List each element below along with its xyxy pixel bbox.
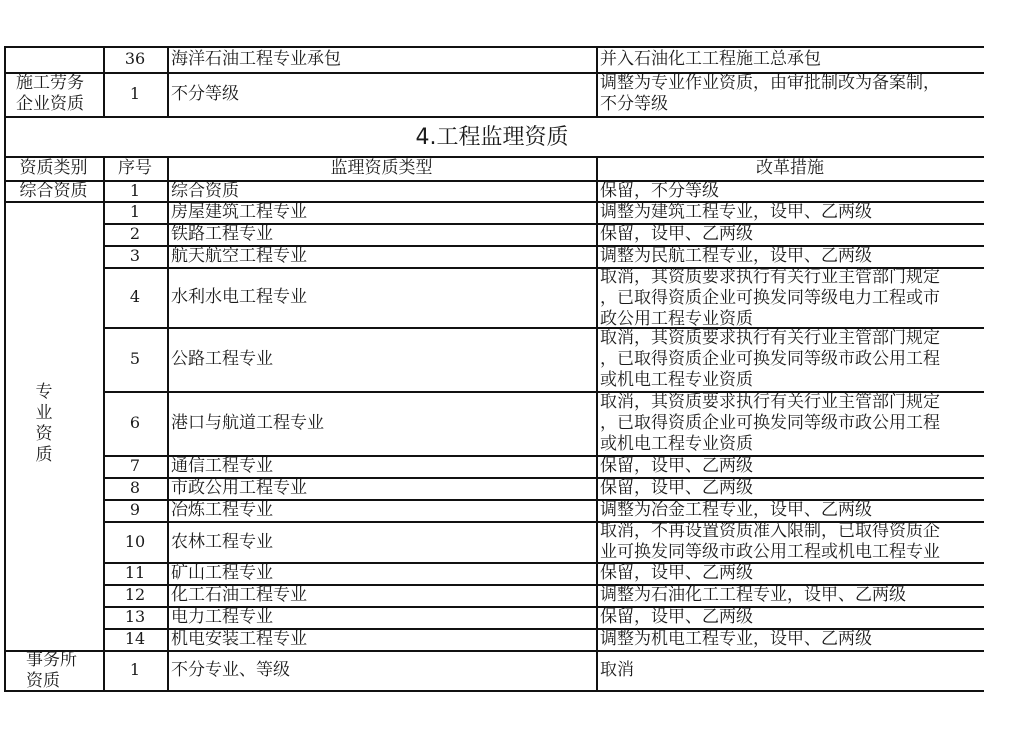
row-divider xyxy=(4,46,984,48)
row-number: 9 xyxy=(129,500,141,519)
reform-measure-line: 取消，其资质要求执行有关行业主管部门规定 xyxy=(600,327,940,348)
reform-measure: 保留，设甲、乙两级 xyxy=(600,607,753,627)
reform-measure: 保留，设甲、乙两级 xyxy=(600,563,753,583)
category-label-line: 事务所 xyxy=(26,650,77,670)
qualification-type: 综合资质 xyxy=(171,181,239,201)
qualification-type: 水利水电工程专业 xyxy=(171,287,307,307)
reform-measure: 保留，设甲、乙两级 xyxy=(600,478,753,498)
reform-measure-line: 取消，不再设置资质准入限制，已取得资质企 xyxy=(600,521,940,541)
row-number: 14 xyxy=(124,629,146,648)
row-divider xyxy=(4,116,984,118)
qualification-type: 房屋建筑工程专业 xyxy=(171,202,307,222)
category-label-line: 资质 xyxy=(26,671,60,691)
row-number: 1 xyxy=(129,181,141,200)
row-number: 2 xyxy=(129,224,141,243)
row-divider xyxy=(4,690,984,692)
section-title: 4.工程监理资质 xyxy=(415,125,569,150)
qualification-type: 铁路工程专业 xyxy=(171,224,273,244)
category-label-line: 施工劳务 xyxy=(16,73,84,93)
row-number: 7 xyxy=(129,456,141,475)
column-divider xyxy=(167,156,169,690)
reform-measure-line: 并入石油化工工程施工总承包 xyxy=(600,48,821,69)
qualification-type: 航天航空工程专业 xyxy=(171,246,307,266)
reform-measure-line: 或机电工程专业资质 xyxy=(600,369,753,390)
qualification-type: 农林工程专业 xyxy=(171,531,273,552)
reform-measure-line: 取消，其资质要求执行有关行业主管部门规定 xyxy=(600,267,940,287)
category-label: 专业资质 xyxy=(35,381,53,465)
column-divider xyxy=(4,46,6,116)
row-number: 1 xyxy=(129,84,141,103)
column-divider xyxy=(4,156,6,690)
row-number: 36 xyxy=(124,49,146,68)
row-divider xyxy=(4,650,984,652)
row-number: 8 xyxy=(129,478,141,497)
qualification-type: 冶炼工程专业 xyxy=(171,500,273,520)
row-number: 6 xyxy=(129,413,141,432)
header-number: 序号 xyxy=(118,158,152,178)
reform-measure: 保留，不分等级 xyxy=(600,181,719,201)
qualification-type: 通信工程专业 xyxy=(171,456,273,476)
qualification-type: 市政公用工程专业 xyxy=(171,478,307,498)
row-number: 1 xyxy=(129,660,141,679)
qualification-type: 港口与航道工程专业 xyxy=(171,413,324,433)
column-divider xyxy=(596,156,598,690)
column-divider xyxy=(167,46,169,116)
column-divider xyxy=(596,46,598,116)
qualification-type: 机电安装工程专业 xyxy=(171,629,307,649)
qualification-type: 不分专业、等级 xyxy=(171,660,290,680)
reform-measure: 调整为民航工程专业，设甲、乙两级 xyxy=(600,246,872,266)
row-number: 10 xyxy=(124,531,146,551)
row-number: 1 xyxy=(129,202,141,221)
qualification-type: 不分等级 xyxy=(171,84,239,104)
reform-measure: 调整为石油化工工程专业，设甲、乙两级 xyxy=(600,585,906,605)
qualification-type: 矿山工程专业 xyxy=(171,563,273,583)
reform-measure: 保留，设甲、乙两级 xyxy=(600,224,753,244)
category-label-line: 企业资质 xyxy=(16,94,84,114)
row-number: 12 xyxy=(124,585,146,604)
reform-measure-line: ，已取得资质企业可换发同等级市政公用工程 xyxy=(600,412,940,433)
header-type: 监理资质类型 xyxy=(330,158,433,178)
row-number: 5 xyxy=(129,349,141,368)
row-number: 11 xyxy=(124,563,146,582)
reform-measure: 保留，设甲、乙两级 xyxy=(600,456,753,476)
header-category: 资质类别 xyxy=(19,158,88,178)
reform-measure-line: 政公用工程专业资质 xyxy=(600,309,753,329)
reform-measure-line: 不分等级 xyxy=(600,94,668,114)
reform-measure-line: 业可换发同等级市政公用工程或机电工程专业 xyxy=(600,542,940,562)
qualification-type: 海洋石油工程专业承包 xyxy=(171,49,341,69)
reform-measure-line: 或机电工程专业资质 xyxy=(600,433,753,454)
reform-measure: 调整为建筑工程专业，设甲、乙两级 xyxy=(600,202,872,222)
reform-measure: 取消 xyxy=(600,660,634,680)
reform-measure: 调整为冶金工程专业，设甲、乙两级 xyxy=(600,500,872,520)
row-number: 4 xyxy=(129,287,141,306)
reform-measure-line: ，已取得资质企业可换发同等级市政公用工程 xyxy=(600,348,940,369)
header-measure: 改革措施 xyxy=(756,158,824,178)
row-number: 3 xyxy=(129,246,141,265)
category-label: 综合资质 xyxy=(19,181,88,201)
reform-measure-line: 取消，其资质要求执行有关行业主管部门规定 xyxy=(600,391,940,412)
qualification-type: 公路工程专业 xyxy=(171,349,273,369)
reform-measure-line: 调整为专业作业资质，由审批制改为备案制， xyxy=(600,73,940,93)
qualification-type: 电力工程专业 xyxy=(171,607,273,627)
reform-measure-line: ，已取得资质企业可换发同等级电力工程或市 xyxy=(600,288,940,308)
row-number: 13 xyxy=(124,607,146,626)
reform-measure: 调整为机电工程专业，设甲、乙两级 xyxy=(600,629,872,649)
qualification-type: 化工石油工程专业 xyxy=(171,585,307,605)
